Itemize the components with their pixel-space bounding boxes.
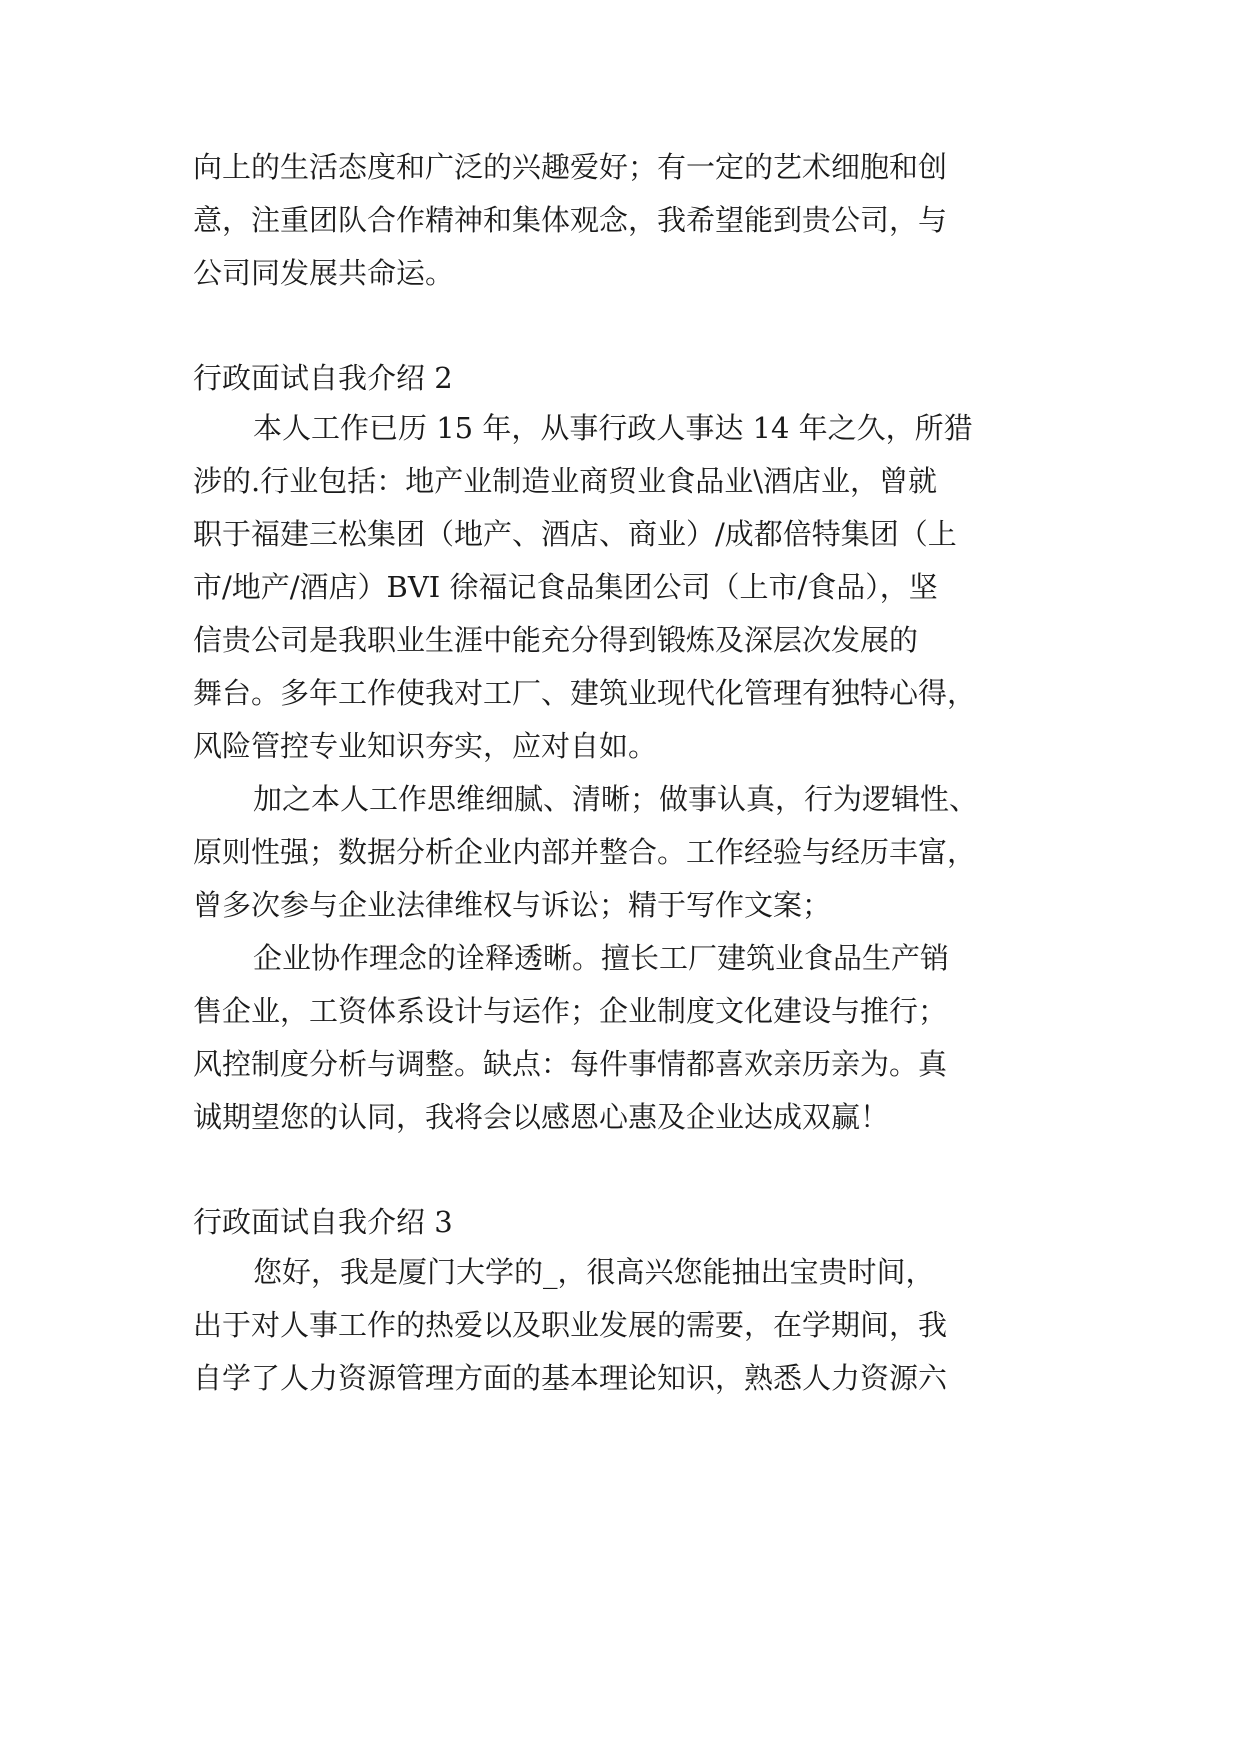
text-line: 加之本人工作思维细腻、清晰；做事认真，行为逻辑性、 (253, 782, 979, 816)
text-line: 本人工作已历 15 年，从事行政人事达 14 年之久，所猎 (253, 411, 973, 445)
text-line: 售企业，工资体系设计与运作；企业制度文化建设与推行； (193, 994, 948, 1028)
text-line: 曾多次参与企业法律维权与诉讼；精于写作文案； (193, 888, 832, 922)
text-line: 市/地产/酒店）BVI 徐福记食品集团公司（上市/食品），坚 (193, 570, 938, 604)
text-line: 出于对人事工作的热爱以及职业发展的需要，在学期间，我 (193, 1308, 948, 1342)
text-line: 诚期望您的认同，我将会以感恩心惠及企业达成双赢！ (193, 1100, 890, 1134)
text-line: 原则性强；数据分析企业内部并整合。工作经验与经历丰富， (193, 835, 977, 869)
text-line: 自学了人力资源管理方面的基本理论知识，熟悉人力资源六 (193, 1361, 948, 1395)
text-line: 公司同发展共命运。 (193, 256, 455, 290)
text-line: 您好，我是厦门大学的_，很高兴您能抽出宝贵时间， (253, 1255, 935, 1289)
text-line: 意，注重团队合作精神和集体观念，我希望能到贵公司，与 (193, 203, 948, 237)
text-line: 涉的.行业包括：地产业制造业商贸业食品业\酒店业，曾就 (193, 464, 937, 498)
text-line: 风控制度分析与调整。缺点：每件事情都喜欢亲历亲为。真 (193, 1047, 948, 1081)
text-line: 向上的生活态度和广泛的兴趣爱好；有一定的艺术细胞和创 (193, 150, 948, 184)
section-3-title: 行政面试自我介绍 3 (193, 1205, 453, 1239)
text-line: 职于福建三松集团（地产、酒店、商业）/成都倍特集团（上 (193, 517, 957, 551)
text-line: 风险管控专业知识夯实，应对自如。 (193, 729, 658, 763)
text-line: 企业协作理念的诠释透晰。擅长工厂建筑业食品生产销 (253, 941, 950, 975)
text-line: 舞台。多年工作使我对工厂、建筑业现代化管理有独特心得， (193, 676, 977, 710)
section-2-title: 行政面试自我介绍 2 (193, 361, 453, 395)
text-line: 信贵公司是我职业生涯中能充分得到锻炼及深层次发展的 (193, 623, 919, 657)
